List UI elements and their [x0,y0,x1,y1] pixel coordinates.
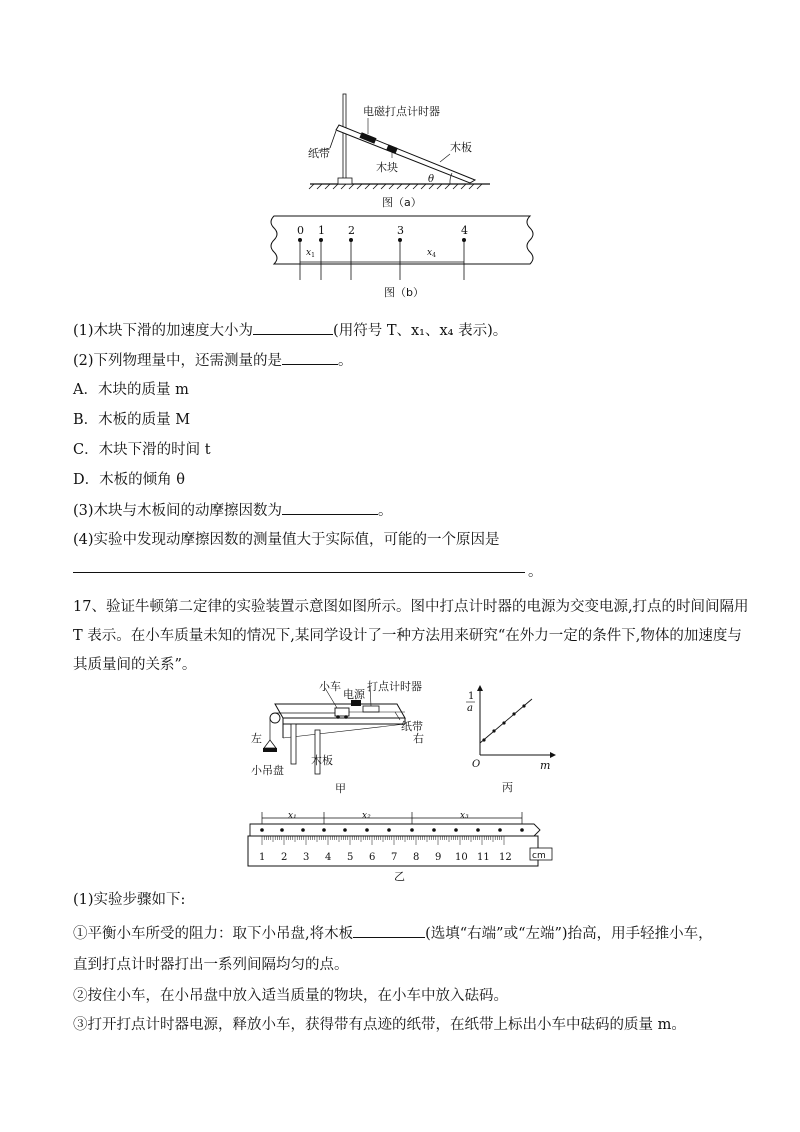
step-2: ②按住小车，在小吊盘中放入适当质量的物块，在小车中放入砝码。 [73,988,508,1004]
tape-dot [432,828,436,832]
tape-dot [343,828,347,832]
ruler-label-2: 2 [281,852,288,863]
ruler-label-7: 7 [391,852,398,863]
ruler-label-1: 1 [259,852,266,863]
tape-label: 纸带 [308,147,330,160]
q16-part3: (3)木块与木板间的动摩擦因数为 。 [73,500,393,521]
tape-dot [476,828,480,832]
point-0: 0 [297,224,304,237]
ruler-label-3: 3 [303,852,310,863]
tape-label-jia: 纸带 [401,720,423,733]
q17-text-1: 17、验证牛顿第二定律的实验装置示意图如图所示。图中打点计时器的电源为交变电源,打点的时间间隔用 [73,599,749,615]
board-label: 木板 [450,141,472,154]
figure-b-caption: 图（b） [384,286,424,299]
point-1: 1 [318,224,325,237]
cart-label: 小车 [319,680,341,693]
tape-dot [365,828,369,832]
board-label-jia: 木板 [311,754,333,767]
q16-part1: (1)木块下滑的加速度大小为 (用符号 T、x₁、x₄ 表示)。 [73,320,507,341]
origin-label: O [472,759,481,770]
tape-dot [280,828,284,832]
figure-a [300,88,500,213]
tape-dot [498,828,502,832]
timer-label: 电磁打点计时器 [363,105,440,118]
figure-a-caption: 图（a） [382,196,422,209]
tape-dot [410,828,414,832]
point-2: 2 [348,224,355,237]
figure-yi [244,810,556,882]
step-1: ①平衡小车所受的阻力：取下小吊盘,将木板 (选填“右端”或“左端”)抬高，用手轻推小车， [73,923,713,944]
point-4: 4 [461,224,468,237]
x3-label-yi: x₃ [460,811,469,821]
answer-blank-3[interactable] [282,500,378,515]
ruler-label-11: 11 [477,852,490,863]
power-label: 电源 [343,688,365,701]
step-1-cont: 直到打点计时器打出一系列间隔均匀的点。 [73,957,349,973]
right-label: 右 [413,732,424,745]
q17-text-3: 其质量间的关系”。 [73,657,197,673]
step-3: ③打开打点计时器电源，释放小车，获得带有点迹的纸带，在纸带上标出小车中砝码的质量 m。 [73,1017,686,1033]
unit-label: cm [532,851,546,861]
q16-part4-end: 。 [528,564,543,580]
tape-dot [520,828,524,832]
point-3: 3 [397,224,404,237]
figure-jia [245,678,440,798]
tape-dot [454,828,458,832]
figure-yi-caption: 乙 [394,870,405,882]
ruler-label-12: 12 [499,852,512,863]
steps-intro: (1)实验步骤如下: [73,892,186,908]
x2-label-yi: x₂ [362,811,371,821]
tape-dot [301,828,305,832]
answer-blank-2[interactable] [282,350,338,365]
figure-bing-caption: 丙 [502,781,513,794]
left-label: 左 [251,732,262,745]
answer-blank-4[interactable] [73,572,525,573]
x-axis-label: m [540,759,551,772]
option-a: A．木块的质量 m [73,382,189,398]
answer-blank-5[interactable] [353,923,425,938]
q16-part2: (2)下列物理量中，还需测量的是 。 [73,350,353,371]
option-c: C．木块下滑的时间 t [73,442,211,458]
angle-label: θ [428,174,435,185]
x1-label: $x_1$ [306,248,315,259]
figure-jia-caption: 甲 [335,782,346,795]
y-axis-label: 1 a [467,691,475,714]
ruler-label-10: 10 [455,852,468,863]
timer-label-jia: 打点计时器 [367,680,422,693]
x1-label-yi: x₁ [288,811,297,821]
x4-label: $x_4$ [427,248,436,259]
option-b: B．木板的质量 M [73,412,191,428]
tape-dot [387,828,391,832]
option-d: D．木板的倾角 θ [73,472,185,488]
tape-dot [260,828,264,832]
tape-dot [322,828,326,832]
ruler-label-4: 4 [325,852,332,863]
figure-b [262,210,542,302]
ruler-label-8: 8 [413,852,420,863]
ruler-label-6: 6 [369,852,376,863]
ruler-label-9: 9 [435,852,442,863]
answer-blank-1[interactable] [253,320,333,335]
q16-part4: (4)实验中发现动摩擦因数的测量值大于实际值，可能的一个原因是 [73,532,500,548]
q17-text-2: T 表示。在小车质量未知的情况下,某同学设计了一种方法用来研究“在外力一定的条件下,物体的加速度与 [73,628,742,644]
figure-bing [462,685,562,797]
ruler-label-5: 5 [347,852,354,863]
block-label: 木块 [376,161,398,174]
pan-label: 小吊盘 [251,764,284,777]
